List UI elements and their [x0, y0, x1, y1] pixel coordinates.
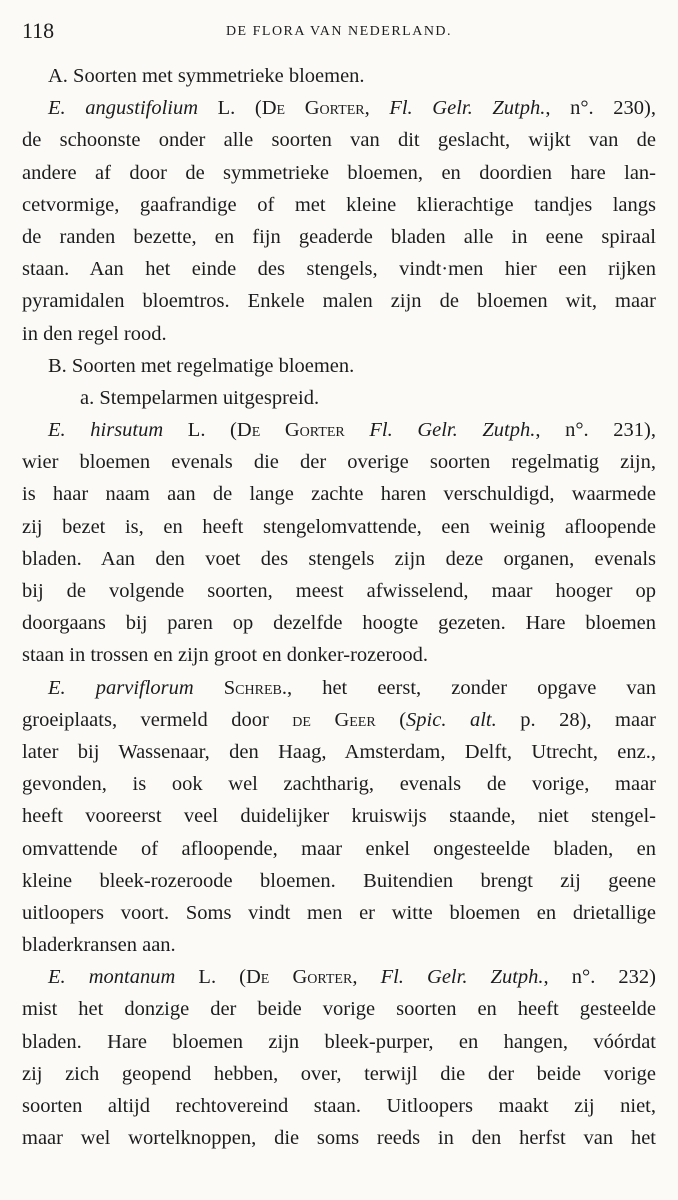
section-heading-symmetric: A. Soorten met symmetrieke bloemen. [48, 65, 365, 87]
reference-title: Spic. alt. [406, 708, 497, 731]
species-name: E. montanum [48, 966, 176, 989]
text-line: wier bloemen evenals die der overige soorten regelmatig zijn, [22, 451, 656, 474]
text-line: soorten altijd rechtovereind staan. Uitloopers maakt zij niet, [22, 1095, 656, 1117]
author-name: De Gorter [261, 97, 365, 120]
text-line: de schoonste onder alle soorten van dit geslacht, wijkt van de [22, 129, 656, 152]
text-line: E. hirsutum L. (De Gorter Fl. Gelr. Zutph., n°. 231), [48, 419, 656, 442]
author-name: Schreb. [223, 676, 287, 699]
text-line: bladen. Hare bloemen zijn bleek-purper, en hangen, vóórdat [22, 1030, 656, 1053]
text-line: pyramidalen bloemtros. Enkele malen zijn de bloemen wit, maar [22, 290, 656, 313]
page-header [22, 18, 656, 48]
author-name: De Gorter [246, 966, 353, 989]
page-number: 118 [22, 18, 55, 43]
text-line: E. angustifolium L. (De Gorter, Fl. Gelr. Zutph., n°. 230), [48, 97, 656, 120]
author-name: de Geer [292, 708, 376, 731]
section-heading-regular: B. Soorten met regelmatige bloemen. [48, 354, 355, 377]
text-line: staan. Aan het einde des stengels, vindt·men hier een rijken [22, 258, 656, 281]
text-line: E. montanum L. (De Gorter, Fl. Gelr. Zutph., n°. 232) [48, 966, 656, 989]
text-line: zij zich geopend hebben, over, terwijl die der beide vorige [22, 1062, 656, 1085]
text-line: bladerkransen aan. [22, 934, 176, 957]
species-name: E. angustifolium [48, 97, 199, 120]
text-line: groeiplaats, vermeld door de Geer (Spic. alt. p. 28), maar [22, 708, 656, 731]
text-line: bij de volgende soorten, meest afwisselend, maar hooger op [22, 580, 656, 602]
species-name: E. parviflorum [48, 676, 194, 699]
running-head: DE FLORA VAN NEDERLAND. [225, 24, 453, 39]
species-name: E. hirsutum [48, 419, 164, 442]
text-line: mist het donzige der beide vorige soorten en heeft gesteelde [22, 998, 656, 1021]
text-line: is haar naam aan de lange zachte haren verschuldigd, waarmede [22, 483, 656, 506]
author-name: De Gorter [236, 419, 345, 442]
text-line: andere af door de symmetrieke bloemen, en doordien hare lan- [22, 161, 656, 184]
subsection-heading: a. Stempelarmen uitgespreid. [80, 386, 320, 409]
text-line: cetvormige, gaafrandige of met kleine klierachtige tandjes langs [22, 193, 656, 216]
body-text [22, 60, 656, 1154]
text-line: bladen. Aan den voet des stengels zijn deze organen, evenals [22, 547, 656, 570]
text-line: in den regel rood. [22, 322, 167, 345]
text-line: heeft vooreerst veel duidelijker kruiswijs staande, niet stengel- [22, 805, 656, 828]
text-line: kleine bleek-rozeroode bloemen. Buitendien brengt zij geene [22, 869, 656, 892]
reference-title: Fl. Gelr. Zutph. [380, 966, 544, 989]
text-line: omvattende of afloopende, maar enkel ongesteelde bladen, en [22, 837, 656, 860]
text-line: gevonden, is ook wel zachtharig, evenals de vorige, maar [22, 773, 656, 796]
text-line: de randen bezette, en fijn geaderde bladen alle in eene spiraal [22, 225, 656, 248]
reference-title: Fl. Gelr. Zutph. [369, 419, 536, 442]
text-line: later bij Wassenaar, den Haag, Amsterdam, Delft, Utrecht, enz., [22, 740, 656, 763]
text-line: zij bezet is, en heeft stengelomvattende, een weinig afloopende [22, 515, 656, 538]
text-line: E. parviflorum Schreb., het eerst, zonder opgave van [48, 676, 656, 699]
text-line: maar wel wortelknoppen, die soms reeds in den herfst van het [22, 1127, 656, 1150]
text-line: uitloopers voort. Soms vindt men er witte bloemen en drietallige [22, 901, 656, 924]
reference-title: Fl. Gelr. Zutph. [389, 97, 546, 120]
text-line: staan in trossen en zijn groot en donker-rozerood. [22, 644, 429, 667]
text-line: doorgaans bij paren op dezelfde hoogte gezeten. Hare bloemen [22, 612, 656, 635]
